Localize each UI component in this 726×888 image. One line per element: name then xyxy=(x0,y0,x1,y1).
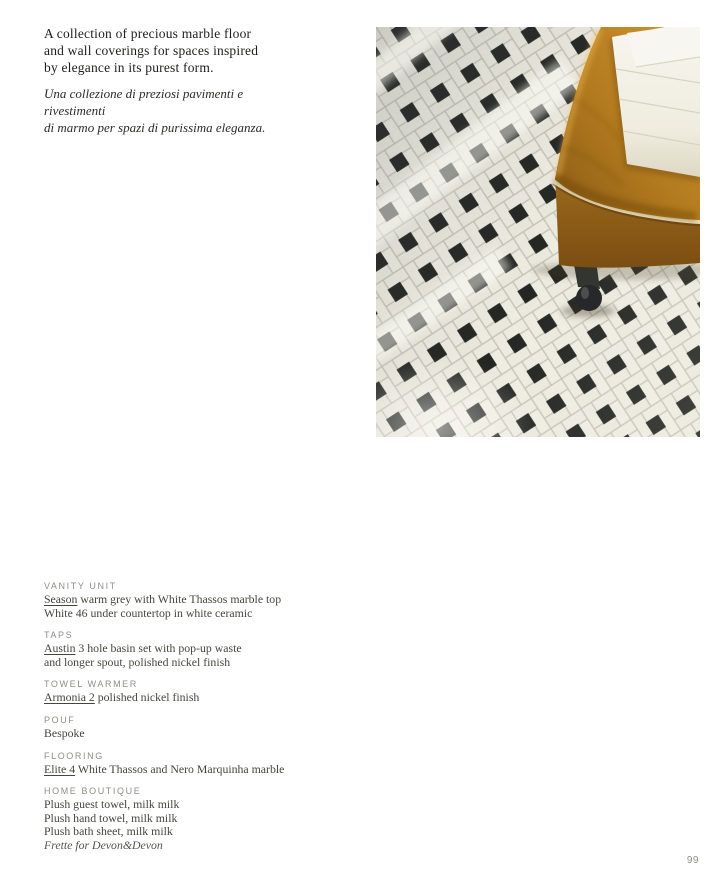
intro-block xyxy=(44,25,284,136)
intro-italian xyxy=(44,85,284,136)
spec-section-flooring xyxy=(44,751,374,777)
spec-text: White 46 under countertop in white ceramic xyxy=(44,605,253,620)
spec-text: 3 hole basin set with pop-up waste xyxy=(75,641,242,656)
page-number: 99 xyxy=(686,855,699,866)
intro-it-line: di marmo per spazi di purissima eleganza. xyxy=(44,120,266,135)
section-label: TOWEL WARMER xyxy=(44,679,138,690)
spec-text: Bespoke xyxy=(44,725,85,740)
spec-line xyxy=(44,727,374,741)
spec-line xyxy=(44,812,374,826)
spec-section-home-boutique xyxy=(44,786,374,852)
intro-english xyxy=(44,25,284,76)
spec-text: and longer spout, polished nickel finish xyxy=(44,654,231,669)
spec-section-towel-warmer xyxy=(44,679,374,705)
spec-list xyxy=(44,581,374,863)
product-name: Armonia 2 xyxy=(44,690,95,705)
intro-it-line: Una collezione di preziosi pavimenti e rivestimenti xyxy=(44,86,244,118)
towel-stack xyxy=(612,27,700,178)
spec-text: Plush guest towel, milk milk xyxy=(44,797,180,812)
spec-text: warm grey with White Thassos marble top xyxy=(77,592,282,606)
spec-line xyxy=(44,763,374,777)
section-label: FLOORING xyxy=(44,750,104,761)
section-label: POUF xyxy=(44,714,76,725)
intro-en-line: by elegance in its purest form. xyxy=(44,60,214,75)
product-name: Season xyxy=(44,592,78,606)
section-label: TAPS xyxy=(44,630,74,641)
section-label: VANITY UNIT xyxy=(44,581,117,591)
intro-en-line: and wall coverings for spaces inspired xyxy=(44,43,259,58)
spec-text: polished nickel finish xyxy=(94,690,200,705)
intro-en-line: A collection of precious marble floor xyxy=(44,26,252,41)
spec-line-credit xyxy=(44,839,374,853)
caster-wheel xyxy=(576,285,602,311)
section-label: HOME BOUTIQUE xyxy=(44,786,142,797)
spec-section-taps xyxy=(44,630,374,669)
spec-text: Plush hand towel, milk milk xyxy=(44,810,178,825)
product-name: Austin xyxy=(44,641,76,656)
photo xyxy=(376,27,700,437)
spec-line xyxy=(44,656,374,670)
spec-line xyxy=(44,593,374,607)
spec-line xyxy=(44,607,374,621)
product-name: Elite 4 xyxy=(44,761,76,776)
spec-line xyxy=(44,691,374,705)
spec-line xyxy=(44,798,374,812)
pouf-and-towels-illustration xyxy=(376,27,700,437)
spec-section-vanity-unit xyxy=(44,581,374,620)
spec-text: Frette for Devon&Devon xyxy=(44,837,163,852)
spec-section-pouf xyxy=(44,715,374,741)
spec-text: Plush bath sheet, milk milk xyxy=(44,824,173,839)
spec-text: White Thassos and Nero Marquinha marble xyxy=(75,761,285,776)
spec-line xyxy=(44,642,374,656)
spec-line xyxy=(44,825,374,839)
